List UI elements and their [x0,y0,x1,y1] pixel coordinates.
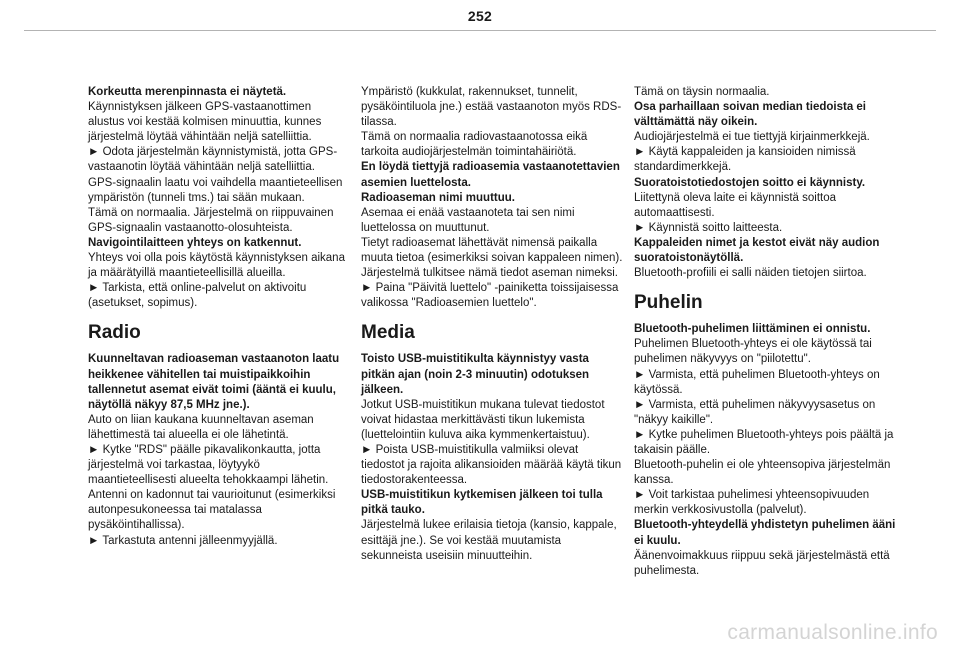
body-text: Äänenvoimakkuus riippuu sekä järjestelmästä että puhelimesta. [634,549,890,577]
body-text: Järjestelmä tulkitsee nämä tiedot aseman nimeksi. [361,267,618,280]
body-text: Yhteys voi olla pois käytöstä käynnistyksen aikana ja määrätyillä maantieteellisillä alueilla. [88,252,345,280]
issue-title: Radioaseman nimi muuttuu. [361,191,515,204]
instruction-step: ► Poista USB-muistitikulla valmiiksi olevat tiedostot ja rajoita alikansioiden määrää käytä tikun tiedostorakenteessa. [361,443,622,487]
instruction-step: ► Odota järjestelmän käynnistymistä, jotta GPS-vastaanotin löytää vähintään neljä satelliittia. [88,146,338,174]
column-1 [88,85,350,549]
body-text: Asemaa ei enää vastaanoteta tai sen nimi luettelossa on muuttunut. [361,206,575,234]
issue-title: Bluetooth-yhteydellä yhdistetyn puhelimen ääni ei kuulu. [634,519,896,547]
body-text: Käynnistyksen jälkeen GPS-vastaanottimen alustus voi kestää kolmisen minuuttia, kunnes järjestelmä löytää vähintään neljä satelliittia. [88,101,322,144]
watermark: carmanualsonline.info [727,621,938,644]
body-text: Audiojärjestelmä ei tue tiettyjä kirjainmerkkejä. [634,131,870,144]
instruction-step: ► Käytä kappaleiden ja kansioiden nimissä standardimerkkejä. [634,146,856,174]
body-text: Liitettynä oleva laite ei käynnistä soittoa automaattisesti. [634,191,837,219]
body-text: Tämä on normaalia. Järjestelmä on riippuvainen GPS-signaalin vastaanotto-olosuhteista. [88,206,334,234]
issue-title: Suoratoistotiedostojen soitto ei käynnisty. [634,176,866,189]
issue-title: Kuunneltavan radioaseman vastaanoton laatu heikkenee vähitellen tai muistipaikkoihin tallennetut asemat eivät toimi (ääntä ei kuulu, näytöllä näkyy 87,5 MHz jne.). [88,353,340,411]
issue-title: Toisto USB-muistitikulta käynnistyy vasta pitkän ajan (noin 2-3 minuutin) odotuksen jälkeen. [361,353,590,396]
issue-title: USB-muistitikun kytkemisen jälkeen toi tulla pitkä tauko. [361,489,603,517]
body-text: Bluetooth-profiili ei salli näiden tietojen siirtoa. [634,267,867,280]
body-text: Puhelimen Bluetooth-yhteys ei ole käytössä tai puhelimen näkyvyys on "piilotettu". [634,338,872,366]
body-text: Tämä on normaalia radiovastaanotossa eikä tarkoita audiojärjestelmän toimintahäiriötä. [361,131,588,159]
body-text: Antenni on kadonnut tai vaurioitunut (esimerkiksi autonpesukoneessa tai matalassa pysäköintihallissa). [88,489,336,532]
column-3 [634,85,896,579]
instruction-step: ► Käynnistä soitto laitteesta. [634,221,783,234]
instruction-step: ► Tarkista, että online-palvelut on aktivoitu (asetukset, sopimus). [88,282,307,310]
header-rule [24,30,936,31]
issue-title: Osa parhaillaan soivan median tiedoista ei välttämättä näy oikein. [634,101,866,129]
body-text: Järjestelmä lukee erilaisia tietoja (kansio, kappale, esittäjä jne.). Se voi kestää muutamista sekunneista useisiin minuutteihin. [361,519,617,562]
body-text: Tämä on täysin normaalia. [634,86,770,98]
body-text: Tietyt radioasemat lähettävät nimensä paikalla muuta tietoa (esimerkiksi soivan kappaleen nimen). [361,236,623,265]
column-2 [361,85,623,564]
body-text: GPS-signaalin laatu voi vaihdella maantieteellisen ympäristön (tunneli tms.) tai sään mukaan. [88,176,343,204]
body-text: Ympäristö (kukkulat, rakennukset, tunnelit, pysäköintiluola jne.) estää vastaanoton myös RDS-tilassa. [361,86,622,129]
section-heading: Puhelin [634,292,703,314]
instruction-step: ► Paina "Päivitä luettelo" -painiketta toissijaisessa valikossa "Radioasemien luettelo". [361,282,619,310]
issue-title: Korkeutta merenpinnasta ei näytetä. [88,86,287,98]
body-text: Auto on liian kaukana kuunneltavan aseman lähettimestä tai alueella ei ole lähetintä. [88,413,314,441]
page-number: 252 [467,8,493,24]
instruction-step: ► Varmista, että puhelimen Bluetooth-yhteys on käytössä. [634,368,880,396]
section-heading: Radio [88,322,141,344]
issue-title: En löydä tiettyjä radioasemia vastaanotettavien asemien luettelosta. [361,161,620,189]
instruction-step: ► Voit tarkistaa puhelimesi yhteensopivuuden merkin verkkosivustolla (palvelut). [634,489,870,517]
instruction-step: ► Tarkastuta antenni jälleenmyyjällä. [88,534,278,547]
section-heading: Media [361,322,415,344]
issue-title: Kappaleiden nimet ja kestot eivät näy audion suoratoistonäytöllä. [634,236,880,265]
issue-title: Bluetooth-puhelimen liittäminen ei onnistu. [634,323,871,336]
instruction-step: ► Kytke puhelimen Bluetooth-yhteys pois päältä ja takaisin päälle. [634,428,894,456]
body-text: Jotkut USB-muistitikun mukana tulevat tiedostot voivat hidastaa merkittävästi tikun lukemista (luettelointiin kuluva aika kymmenkertaistuu). [361,398,605,441]
instruction-step: ► Kytke "RDS" päälle pikavalikonkautta, jotta järjestelmä voi tarkastaa, löytyykö maantieteellisesti alueelta tehokkaampi lähetin. [88,443,329,487]
instruction-step: ► Varmista, että puhelimen näkyvyysasetus on "näkyy kaikille". [634,398,876,426]
body-text: Bluetooth-puhelin ei ole yhteensopiva järjestelmän kanssa. [634,459,891,487]
issue-title: Navigointilaitteen yhteys on katkennut. [88,236,302,249]
